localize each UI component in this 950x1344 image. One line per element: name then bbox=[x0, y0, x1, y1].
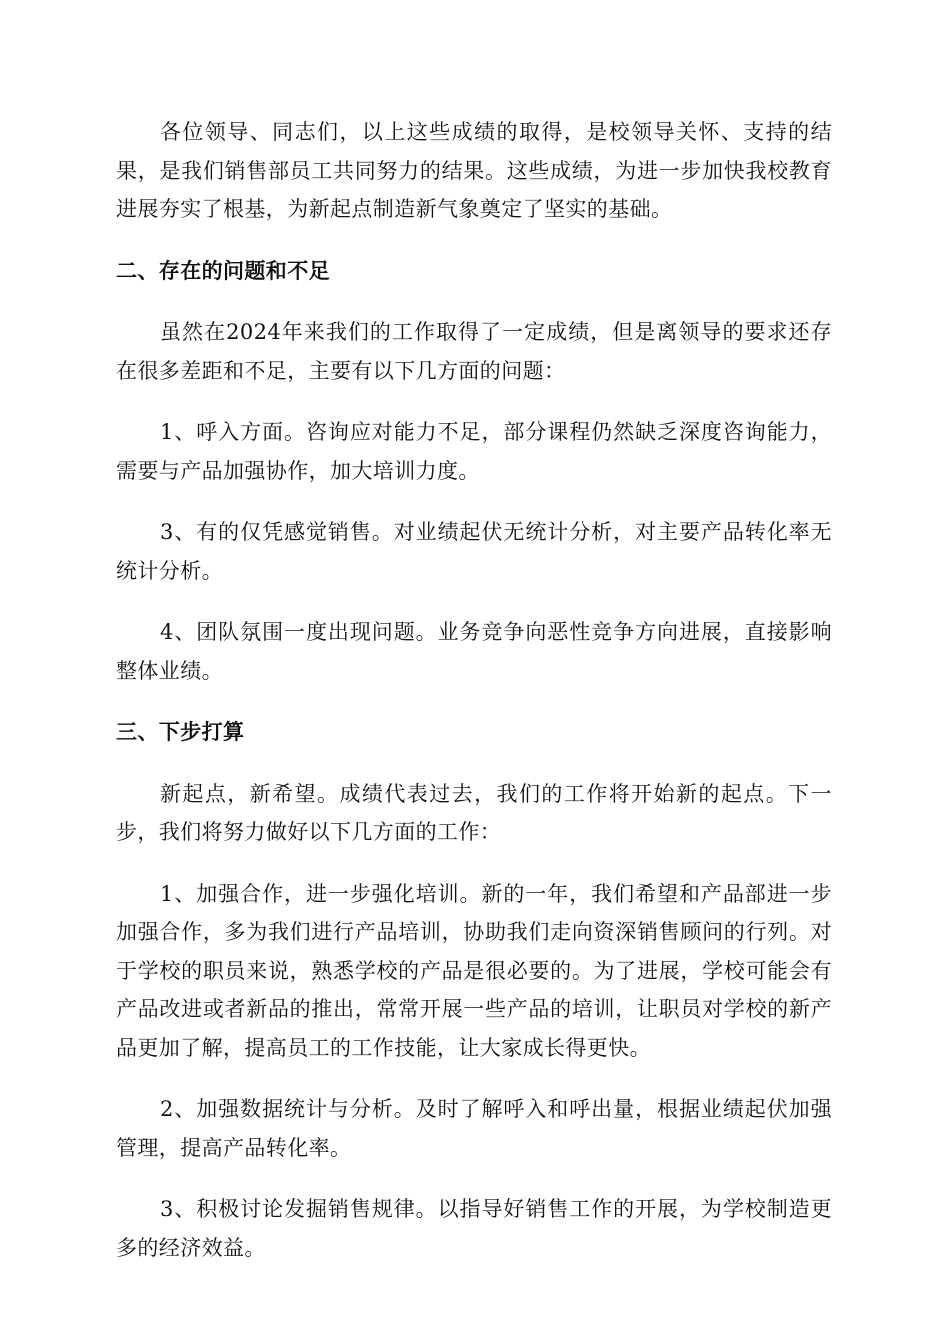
paragraph-problems-intro: 虽然在2024年来我们的工作取得了一定成绩，但是离领导的要求还存在很多差距和不足，主要有以下几方面的问题： bbox=[116, 320, 832, 383]
paragraph-problem-3: 3、有的仅凭感觉销售。对业绩起伏无统计分析，对主要产品转化率无统计分析。 bbox=[116, 520, 832, 583]
paragraph-plan-3: 3、积极讨论发掘销售规律。以指导好销售工作的开展，为学校制造更多的经济效益。 bbox=[116, 1197, 832, 1260]
paragraph-problem-1: 1、呼入方面。咨询应对能力不足，部分课程仍然缺乏深度咨询能力，需要与产品加强协作，加大培训力度。 bbox=[116, 420, 832, 483]
paragraph-next-steps-intro: 新起点，新希望。成绩代表过去，我们的工作将开始新的起点。下一步，我们将努力做好以下几方面的工作： bbox=[116, 781, 832, 844]
paragraph-plan-1: 1、加强合作，进一步强化培训。新的一年，我们希望和产品部进一步加强合作，多为我们进行产品培训，协助我们走向资深销售顾问的行列。对于学校的职员来说，熟悉学校的产品是很必要的。为了进展，学校可能会有产品改进或者新品的推出，常常开展一些产品的培训，让职员对学校的新产品更加了解，提高员工的工作技能，让大家成长得更快。 bbox=[116, 881, 832, 1060]
document-page bbox=[116, 113, 832, 1290]
heading-problems: 二、存在的问题和不足 bbox=[116, 258, 330, 283]
paragraph-plan-2: 2、加强数据统计与分析。及时了解呼入和呼出量，根据业绩起伏加强管理，提高产品转化率。 bbox=[116, 1097, 832, 1160]
paragraph-achievements-summary: 各位领导、同志们，以上这些成绩的取得，是校领导关怀、支持的结果，是我们销售部员工共同努力的结果。这些成绩，为进一步加快我校教育进展夯实了根基，为新起点制造新气象奠定了坚实的基础。 bbox=[116, 120, 832, 221]
paragraph-problem-4: 4、团队氛围一度出现问题。业务竞争向恶性竞争方向进展，直接影响整体业绩。 bbox=[116, 620, 832, 683]
heading-next-steps: 三、下步打算 bbox=[116, 720, 245, 744]
